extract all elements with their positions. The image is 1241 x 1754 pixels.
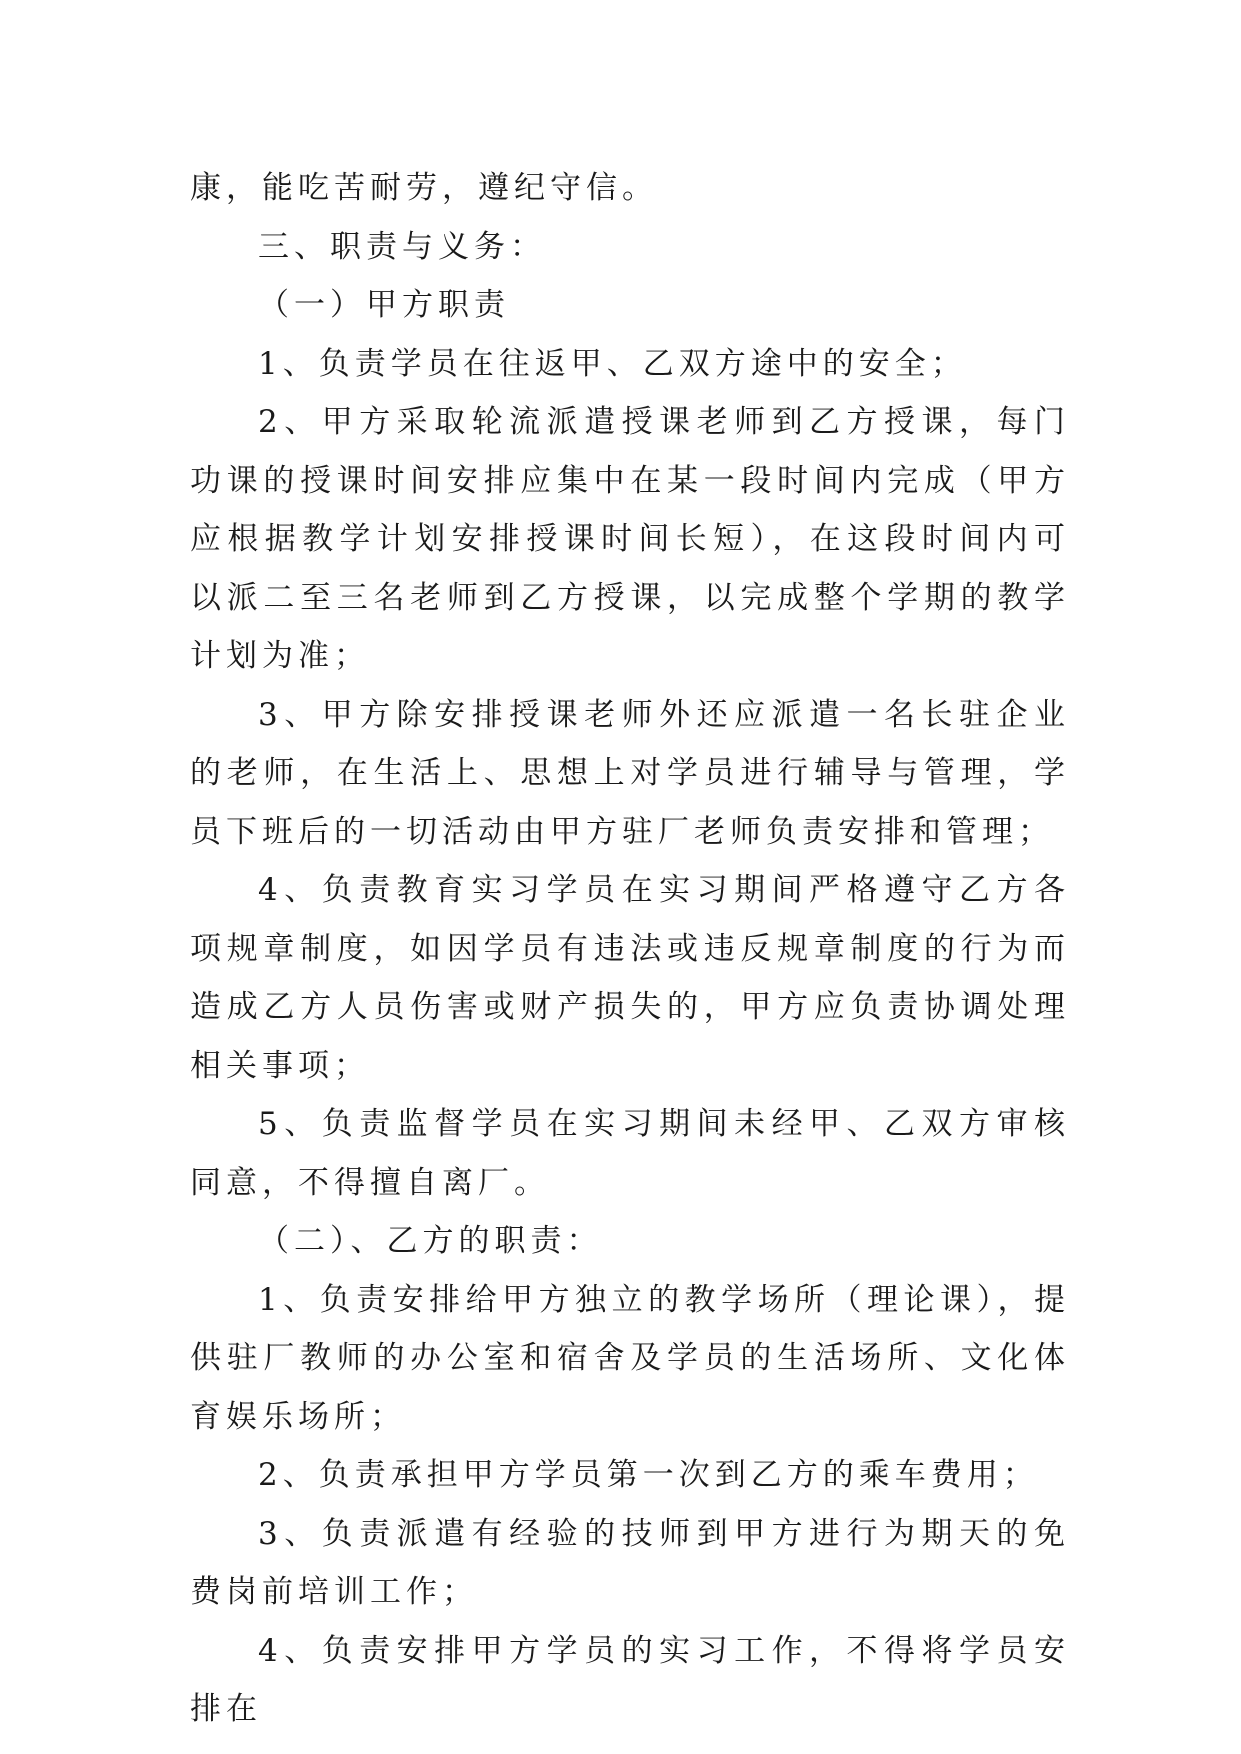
section-heading-duties: 三、职责与义务： xyxy=(258,228,546,265)
party-b-item-1: 1、负责安排给甲方独立的教学场所（理论课），提供驻厂教师的办公室和宿舍及学员的生活场所、文化体育娱乐场所； xyxy=(190,1281,1070,1435)
party-b-item-4: 4、负责安排甲方学员的实习工作，不得将学员安排在 xyxy=(190,1632,1070,1727)
party-a-item-5: 5、负责监督学员在实习期间未经甲、乙双方审核同意，不得擅自离厂。 xyxy=(190,1106,1070,1201)
subsection-heading-party-a: （一）甲方职责 xyxy=(258,287,510,323)
party-a-item-4: 4、负责教育实习学员在实习期间严格遵守乙方各项规章制度，如因学员有违法或违反规章制度的行为而造成乙方人员伤害或财产损失的，甲方应负责协调处理相关事项； xyxy=(190,872,1070,1084)
subsection-heading-party-b: （二）、乙方的职责： xyxy=(258,1223,603,1259)
paragraph-continuation: 康，能吃苦耐劳，遵纪守信。 xyxy=(190,170,658,206)
party-b-item-3: 3、负责派遣有经验的技师到甲方进行为期天的免费岗前培训工作； xyxy=(190,1515,1070,1610)
party-a-item-2: 2、甲方采取轮流派遣授课老师到乙方授课，每门功课的授课时间安排应集中在某一段时间内完成（甲方应根据教学计划安排授课时间长短），在这段时间内可以派二至三名老师到乙方授课，以完成整个学期的教学计划为准； xyxy=(190,404,1070,674)
party-a-item-3: 3、甲方除安排授课老师外还应派遣一名长驻企业的老师，在生活上、思想上对学员进行辅导与管理，学员下班后的一切活动由甲方驻厂老师负责安排和管理； xyxy=(190,696,1070,850)
party-b-item-2: 2、负责承担甲方学员第一次到乙方的乘车费用； xyxy=(258,1457,1039,1493)
party-a-item-1: 1、负责学员在往返甲、乙双方途中的安全； xyxy=(258,345,967,382)
document-body xyxy=(190,159,1070,1739)
